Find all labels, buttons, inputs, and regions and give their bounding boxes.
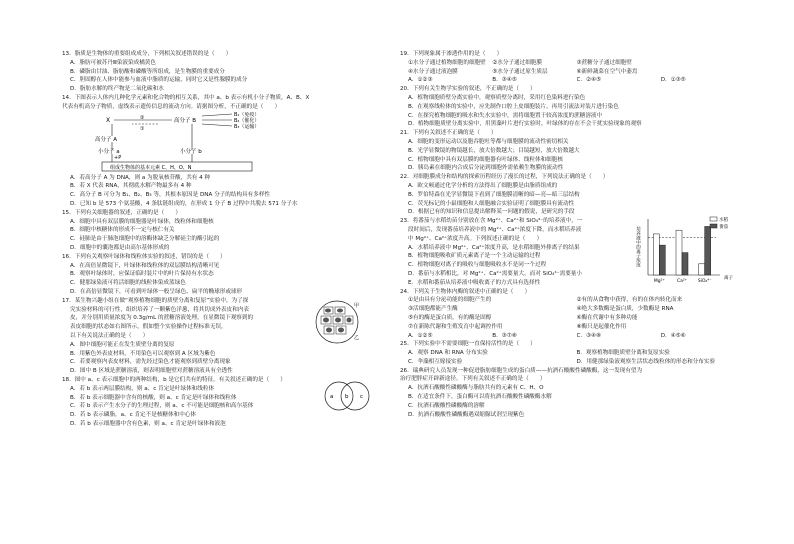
q23-option-d: D．番茄与水稻相比，对 Mg²⁺、Ca²⁺需要量大，而对 SiO₄⁴⁻需要量小 (408, 270, 582, 277)
q24-stem: 24．下列关于生物体内酶的叙述中正确的是（ ） (400, 288, 531, 295)
chart-legend-label-0: 水稻 (719, 218, 728, 224)
q23-option-b: B．植物细胞吸收矿质元素离子是一个主动运输的过程 (408, 253, 541, 260)
q24-items-row3 (400, 314, 745, 323)
q14-label-sub-a: 高分子 A (95, 136, 118, 143)
q26-option-b: B．在适宜条件下，蛋白酶可以将抗酒石酸酸性磷酸酶水解 (408, 394, 552, 401)
q14-label-small-b: 小分子 b (180, 148, 202, 155)
q20-option-b: B．在观察线粒体的实验中，应先制作口腔上皮细胞装片，再用引流法对装片进行染色 (408, 103, 619, 110)
q19-item-3: ③蔗糖分子通过细胞壁 (576, 59, 632, 66)
q21-option-c: C．植物细胞中具有双层膜的细胞器有叶绿体、线粒体和细胞核 (408, 156, 563, 163)
q17-stem-line2: 究实验材料的可行性，组织培养了一颗紫色洋葱，将其切成外表皮和内表 (70, 306, 250, 313)
chart-bar-水稻-0 (653, 234, 659, 275)
q14-label-b3: B₃（运输） (234, 123, 260, 130)
q14-label-elements: 组成生物体的基本元素 C、H、O、N (110, 164, 192, 171)
q14-diagram (62, 112, 407, 174)
q14-label-small-a: 小分子 a (98, 148, 120, 155)
q14-stem-line1: 14．下图表示人体内几种化学元素和化合物的相互关系，其中 a、b 表示有机小分子物质，A、B、X (62, 94, 310, 101)
q14-label-b2: B₂（催化） (234, 117, 260, 124)
chart-x-tick-2: SiO₄⁴⁻ (697, 279, 712, 285)
chart-legend-label-1: 番茄 (719, 225, 728, 231)
chart-x-tick-1: Ca²⁺ (676, 279, 688, 285)
q24-item-6: ⑥酶在代谢中有多种功能 (576, 314, 638, 321)
chart-y-label: 培养液中的离子浓度 (635, 226, 641, 268)
q22-stem: 22．对细胞膜成分和结构的探索历程经历了漫长的过程，下列说法正确的是（ ） (400, 174, 609, 181)
q24-item-1: ①是由具有分泌功能的细胞产生的 (408, 297, 492, 304)
q23-option-e: E．水稻和番茄从培养液中吸收离子的方式具有选择性 (408, 279, 541, 286)
q17-cell-figure (314, 299, 360, 349)
q19-items-row2 (400, 68, 745, 77)
q18-label-b: b (345, 393, 349, 400)
q15-option-c: C．硅肺是由于肺泡细胞中的溶酶体缺乏分解硅尘的酶引起的 (70, 236, 220, 243)
q19-option-b: B．③④⑤ (492, 77, 517, 84)
q17-cell-svg (314, 299, 360, 345)
q23-option-c: C．植物细胞对离子的吸收与细胞吸收水不是同一个过程 (408, 262, 547, 269)
q20-option-d: D．植物细胞质壁分离实验中，用黑藻叶片进行实验时，叶绿体的存在不会干扰实验现象的观察 (408, 121, 642, 128)
q21-option-a: A．细胞的变形运动以及胞吞胞吐等都与细胞膜的流动性密切相关 (408, 138, 569, 145)
q25-option-b: B．观察植物细胞质壁分离和复原实验 (576, 350, 670, 357)
chart-bar-番茄-1 (682, 253, 688, 275)
question-15 (62, 209, 407, 253)
q23-option-a: A．水稻培养液中 Mg²⁺、Ca²⁺浓度升高，是水稻细胞外排离子的结果 (408, 244, 580, 251)
question-24 (400, 288, 745, 341)
q16-option-a: A．在高倍显微镜下，叶绿体和线粒体的双层膜结构清晰可见 (70, 262, 220, 269)
q24-items-row1 (400, 296, 745, 305)
question-13 (62, 50, 407, 94)
q25-stem: 25．下列实验中不需要细胞一直保持活性的是（ ） (400, 341, 536, 348)
q19-options (400, 76, 745, 85)
q15-option-b: B．细胞中核糖体的形成不一定与核仁有关 (70, 227, 175, 234)
q23-ion-chart-svg (632, 213, 744, 289)
q26-option-a: A．抗酒石酸酸性磷酸酶与脂肪共有的元素有 C、H、O (408, 385, 544, 392)
q17-stem-line4: 表皮细胞的状态如右图所示，假如整个实验操作过程标准无误， (70, 324, 227, 331)
q26-stem-line2: 治疗肥胖症开辟新途径。下列有关叙述不正确的是（ ） (400, 376, 546, 383)
q13-option-d: D．脂肪水解的终产物是二氧化碳和水 (70, 86, 164, 93)
q16-stem: 16．下列有关观察叶绿体和线粒体实验的叙述，错误的是（ ） (62, 253, 226, 260)
q24-items-row2 (400, 305, 745, 314)
q14-stem-line2: 代表有机高分子物质，虚线表示遗传信息的流动方向。请据图分析，不正确的是（ ） (62, 103, 281, 110)
q14-label-flow2: ② (140, 114, 145, 121)
chart-x-tick-0: Mg²⁺ (653, 279, 665, 285)
q24-options (400, 332, 745, 341)
q14-option-d: D．已知 b 是 573 个氨基酸，4 条肽链组成的，在形成 1 分子 B 过程中共脱去 571 分子水 (70, 200, 298, 207)
q25-option-a: A．观察 DNA 和 RNA 分布实验 (408, 350, 488, 357)
q25-option-d: D．用健那绿染液观察生活状态线粒体的形态和分布实验 (576, 358, 716, 365)
q24-option-c: C．③④⑧ (576, 332, 602, 339)
q24-option-a: A．①②⑤ (408, 332, 433, 339)
q21-option-d: D．胰岛素在细胞内合成后分泌到细胞外需依赖生物膜的流动性 (408, 165, 564, 172)
q23-stem-line2: 段时间后，发现番茄培养液中的 Mg²⁺、Ca²⁺浓度下降，而水稻培养液 (408, 226, 582, 233)
chart-legend-swatch-1 (710, 224, 717, 228)
q25-options-row1 (400, 349, 745, 358)
q25-option-c: C．伞藻相互嫁接实验 (408, 358, 463, 365)
question-19 (400, 50, 745, 85)
q18-venn-figure (317, 374, 377, 418)
q19-option-d: D．①③⑤ (660, 77, 686, 84)
q13-stem: 13．脂质是生物体的重要组成成分，下列相关叙述错误的是（ ） (62, 51, 232, 57)
q24-item-4: ④绝大多数酶是蛋白质，少数酶是 RNA (576, 306, 674, 313)
q19-item-2: ②水分子通过细胞膜 (492, 59, 543, 66)
q17-option-b: B．用紫色外表皮材料，不用染色可以观察到 A 区域为紫色 (70, 350, 216, 357)
q19-items-row1 (400, 59, 745, 68)
q19-option-a: A．①②③ (408, 77, 433, 84)
question-18 (62, 376, 407, 429)
q21-option-b: B．光学显微镜的物镜越长，放大倍数越大；目镜越短，放大倍数越大 (408, 147, 580, 154)
q19-item-1: ①水分子通过植物细胞的细胞壁 (408, 59, 486, 66)
q14-option-c: C．高分子 B 可分为 B₁、B₂、B₃ 等，其根本原因是 DNA 分子的结构具有多样性 (70, 192, 271, 199)
q24-item-2: ②有的从食物中获得，有的在体内转化而来 (576, 297, 683, 304)
left-column (62, 50, 407, 429)
question-21 (400, 129, 745, 173)
q18-label-a: a (330, 393, 334, 400)
question-17 (62, 297, 407, 376)
q14-label-plus-p: +P (114, 154, 122, 161)
chart-x-label: 离子 (724, 276, 733, 282)
question-14 (62, 94, 407, 209)
q20-option-a: A．植物细胞质壁分离实验中，观察质壁分离时，采用红色染料进行染色 (408, 94, 586, 101)
q17-stem-line5: 以下有关说法正确的是（ ） (70, 332, 149, 339)
q15-option-d: D．细胞中的囊泡都是由高尔基体形成的 (70, 244, 170, 251)
q19-item-6: ⑥新鲜蔬菜在空气中萎焉 (576, 68, 638, 75)
q14-option-b: B．若 X 代表 RNA，其彻底水解产物最多有 4 种 (70, 183, 192, 190)
q14-label-x: X (106, 116, 111, 124)
q14-diagram-svg (62, 112, 407, 174)
q16-option-c: C．健那绿染液可将活细胞的线粒体染成蓝绿色 (70, 280, 186, 287)
q21-stem: 21．下列有关叙述不正确的是（ ） (400, 130, 497, 137)
chart-bar-水稻-2 (699, 264, 705, 275)
q22-option-c: C．荧光标记的小鼠细胞和人细胞融合实验证明了细胞膜具有流动性 (408, 200, 575, 207)
chart-bar-番茄-0 (659, 245, 665, 275)
question-26 (400, 367, 745, 420)
q20-option-c: C．在探究植物细胞的吸水和失水实验中，需将细胞置于较高浓度的蔗糖溶液中 (408, 112, 603, 119)
question-16 (62, 253, 407, 297)
q23-ion-chart (632, 213, 744, 293)
q13-option-b: B．磷脂由甘油、脂肪酸和磷酸等所组成，是生物膜的重要成分 (70, 68, 225, 75)
q14-option-a: A．若高分子 A 为 DNA，则 a 为脱氧核苷酸，共有 4 种 (70, 174, 211, 181)
q20-stem: 20．下列有关生物学实验的叙述，不正确的是（ ） (400, 86, 536, 93)
q18-option-a: A．若 b 表示两层膜结构，则 a、c 肯定是叶绿体和线粒体 (70, 385, 215, 392)
q15-option-a: A．细胞中具有双层膜的细胞器是叶绿体，线粒体和细胞核 (70, 218, 214, 225)
q18-label-c: c (360, 393, 364, 400)
q17-option-c: C．若要观察内表皮材料，需先经过染色才能观察到质壁分离现象 (70, 359, 231, 366)
q24-items-row4 (400, 323, 745, 332)
q23-stem-line3: 中 Mg²⁺、Ca²⁺浓度升高。下列叙述正确的是（ ） (408, 235, 543, 242)
chart-bar-番茄-2 (705, 227, 711, 276)
question-25 (400, 340, 745, 366)
q19-item-5: ⑤水分子通过原生质层 (492, 68, 548, 75)
q18-option-c: C．若 b 表示产生水分子的生理过程，则 a、c 不可能是细胞核和高尔基体 (70, 403, 254, 410)
q19-option-c: C．②④⑤ (576, 77, 602, 84)
q24-option-d: D．④⑤⑥ (660, 332, 686, 339)
q14-label-b1: B₁（免疫） (234, 111, 260, 118)
chart-bar-水稻-1 (676, 230, 682, 275)
q17-stem-line3: 皮，并分别用质量浓度为 0.3g/mL 的蔗糖溶液处理，在显微镜下观察到的 (70, 315, 254, 322)
q17-label-yi: 乙 (354, 334, 360, 341)
q18-option-d2: D．若 b 表示细胞器中含有色素，则 a、c 肯定是叶绿体和液泡 (70, 420, 226, 427)
q24-item-5: ⑤有的酶是蛋白质，有的酶是固醇 (408, 314, 492, 321)
q26-option-c: C．抗酒石酸酸性磷酸酶的溶解 (408, 402, 485, 409)
q13-option-a: A．脂肪可被苏丹Ⅲ染液染成橘黄色 (70, 59, 156, 66)
q14-label-flow1: ① (140, 125, 145, 132)
question-22 (400, 173, 745, 217)
question-23 (400, 217, 745, 287)
q18-stem-line1: 18．图中 a、c 表示细胞中的两种结构，b 是它们共有的特征，有关叙述正确的是（ ） (62, 376, 286, 383)
q23-stem-line1: 23．将番茄与水稻幼苗分别放在含 Mg²⁺、Ca²⁺和 SiO₄⁴⁻的培养液中，一 (400, 218, 583, 225)
q16-option-b: B．观察叶绿体时，应保证临时装片中的叶片保持有水状态 (70, 271, 214, 278)
right-column (400, 50, 745, 419)
q19-stem: 19．下列现象属于渗透作用的是（ ） (400, 51, 503, 57)
q19-item-4: ④水分子通过液泡膜 (408, 68, 458, 75)
q17-label-jia: 甲 (354, 302, 360, 309)
q24-item-3: ③活细胞都能产生酶 (408, 306, 458, 313)
q17-option-a: A．图中细胞可能正在发生质壁分离的复原 (70, 341, 175, 348)
q26-option-d: D．抗酒石酸酸性磷酸酶遇双缩脲试剂呈现紫色 (408, 411, 525, 418)
q22-option-a: A．欧文顿通过化学分析的方法得出了细胞膜是由脂质组成的 (408, 182, 558, 189)
q18-venn-svg (317, 374, 377, 414)
question-20 (400, 85, 745, 129)
q17-stem-line1: 17．某生物兴趣小组在做“观察植物细胞的质壁分离和复原”实验中，为了探 (62, 297, 249, 304)
q13-option-c: C．胆固醇在人体中能参与血液中脂质的运输，同时它又是性腺膜的成分 (70, 77, 248, 84)
q18-option-b: B．若 b 表示细胞器中含有的核酸，则 a、c 肯定是叶绿体和线粒体 (70, 394, 237, 401)
q14-label-b: 高分子 B (174, 117, 197, 124)
q17-option-d: D．图中 B 区域是蔗糖溶液，则表明细胞壁对蔗糖溶液具有全透性 (70, 368, 233, 375)
q22-option-d: D．根据已有的知识和信息提出解释某一问题的假说，是研究的手段 (408, 209, 575, 216)
q18-option-d1: D．若 b 表示磷脂，a、c 肯定不是核糖体和中心体 (70, 412, 196, 419)
q24-item-7: ⑦在新陈代谢和生殖发育中起调控作用 (408, 323, 503, 330)
q24-item-8: ⑧酶只是起催化作用 (576, 323, 627, 330)
q16-option-d: D．在高倍显微镜下，可看到叶绿体一般呈绿色、扁平的椭球形或球形 (70, 288, 243, 295)
q26-stem-line1: 26．瑞典研究人员发现一种促进脂肪细胞生成的蛋白质——抗酒石酸酸性磷酸酶，这一发现有望为 (400, 367, 643, 374)
q24-option-b: B．③⑦⑧ (492, 332, 517, 339)
q22-option-b: B．罗伯特森在光学显微镜下看到了细胞膜清晰的暗—亮—暗三层结构 (408, 191, 580, 198)
chart-legend-swatch-0 (710, 217, 717, 221)
q25-options-row2 (400, 358, 745, 367)
q15-stem: 15．下列有关细胞器的叙述，正确的是（ ） (62, 209, 181, 216)
